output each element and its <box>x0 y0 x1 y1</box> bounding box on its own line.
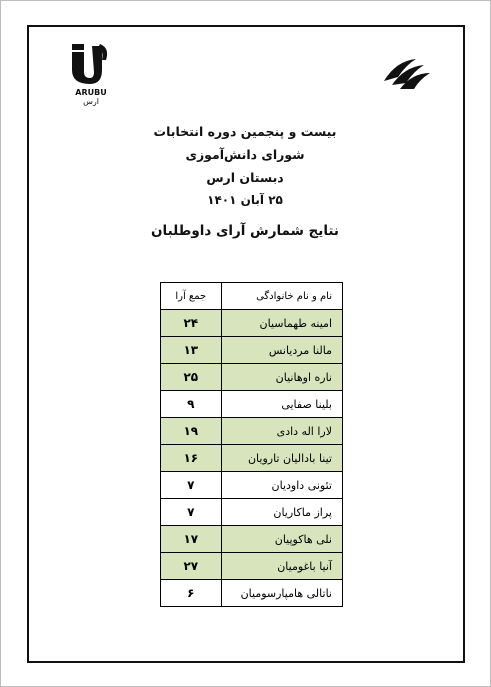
candidate-name: مالنا مردیانس <box>221 337 342 364</box>
table-row <box>161 499 343 526</box>
candidate-votes: ۱۷ <box>161 526 222 553</box>
candidate-votes: ۱۹ <box>161 418 222 445</box>
emblem-logo-mark <box>378 55 434 95</box>
table-row <box>161 553 343 580</box>
school-logo-mark <box>66 40 116 106</box>
candidate-votes: ۶ <box>161 580 222 607</box>
candidate-votes: ۱۶ <box>161 445 222 472</box>
candidate-name: ناره اوهانیان <box>221 364 342 391</box>
document-header <box>120 120 370 241</box>
candidate-name: امینه طهماسیان <box>221 310 342 337</box>
candidate-votes: ۲۷ <box>161 553 222 580</box>
table-row <box>161 418 343 445</box>
logo-latin-text: ARUBU <box>75 88 107 97</box>
logo-arabic-text: ارس <box>83 97 99 106</box>
candidate-name: تینا بادالیان تارویان <box>221 445 342 472</box>
candidate-name: تئونی داودیان <box>221 472 342 499</box>
results-table <box>160 282 343 607</box>
candidate-votes: ۹ <box>161 391 222 418</box>
table-row <box>161 580 343 607</box>
results-title: نتایج شمارش آرای داوطلبان <box>150 223 340 239</box>
emblem-logo <box>378 55 434 95</box>
election-title: بیست و پنجمین دوره انتخابات <box>153 124 337 139</box>
candidate-name: لارا اله دادی <box>221 418 342 445</box>
candidate-votes: ۷ <box>161 499 222 526</box>
table-row <box>161 472 343 499</box>
column-header-name: نام و نام خانوادگی <box>221 283 342 310</box>
candidate-votes: ۷ <box>161 472 222 499</box>
school-logo <box>66 40 116 106</box>
table-row <box>161 391 343 418</box>
table-row <box>161 337 343 364</box>
table-header-row <box>161 283 343 310</box>
candidate-name: آنیا باغومیان <box>221 553 342 580</box>
candidate-name: نلی هاکوپیان <box>221 526 342 553</box>
column-header-votes: جمع آرا <box>161 283 222 310</box>
election-date: ۲۵ آبان ۱۴۰۱ <box>207 193 283 207</box>
candidate-votes: ۱۳ <box>161 337 222 364</box>
school-name: دبستان ارس <box>206 170 284 185</box>
table-row <box>161 445 343 472</box>
table-row <box>161 364 343 391</box>
candidate-votes: ۲۵ <box>161 364 222 391</box>
table-row <box>161 310 343 337</box>
table-row <box>161 526 343 553</box>
candidate-name: پراز ماکاریان <box>221 499 342 526</box>
candidate-votes: ۲۴ <box>161 310 222 337</box>
candidate-name: بلینا صفایی <box>221 391 342 418</box>
council-name: شورای دانش‌آموزی <box>185 147 305 162</box>
candidate-name: ناتالی هامپارسومیان <box>221 580 342 607</box>
